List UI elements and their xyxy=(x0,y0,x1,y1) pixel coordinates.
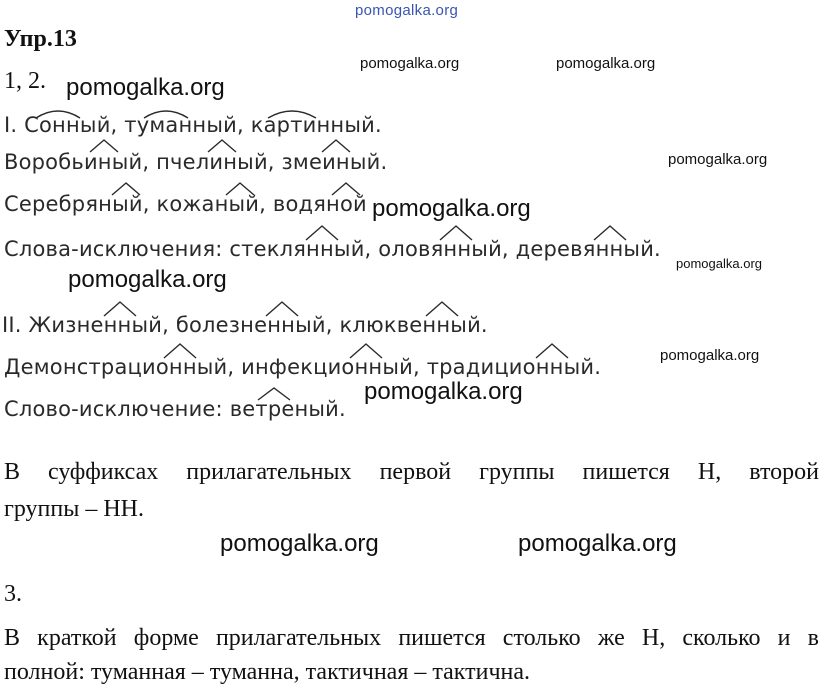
rule1-line2: группы – НН. xyxy=(4,496,145,522)
watermark: pomogalka.org xyxy=(518,530,677,557)
group1-line4: Слова-исключения: стеклянный, оловянный, деревянный. xyxy=(4,237,661,261)
watermark: pomogalka.org xyxy=(556,55,656,72)
group1-line2: Воробьиный, пчелиный, змеиный. xyxy=(4,150,388,174)
watermark: pomogalka.org xyxy=(360,55,460,72)
watermark: pomogalka.org xyxy=(668,151,768,168)
rule2-line2: полной: туманная – туманна, тактичная – тактична. xyxy=(4,659,531,685)
watermark: pomogalka.org xyxy=(660,347,760,364)
group2-line3: Слово-исключение: ветреный. xyxy=(4,397,346,421)
group2-line1: II. Жизненный, болезненный, клюквенный. xyxy=(2,313,488,337)
watermark: pomogalka.org xyxy=(364,378,523,405)
rule2-line1: В краткой форме прилагательных пишется столько же Н, сколько и в xyxy=(4,625,819,651)
rule1-line1: В суффиксах прилагательных первой группы пишется Н, второй xyxy=(4,459,819,485)
group1-line3: Серебряный, кожаный, водяной xyxy=(4,192,367,216)
group1-line1: I. Сонный, туманный, картинный. xyxy=(4,113,382,137)
task-number-3: 3. xyxy=(4,581,22,607)
watermark-top: pomogalka.org xyxy=(355,2,459,19)
watermark: pomogalka.org xyxy=(676,256,762,271)
watermark: pomogalka.org xyxy=(66,74,225,101)
task-number-1-2: 1, 2. xyxy=(4,68,46,94)
watermark: pomogalka.org xyxy=(220,530,379,557)
watermark: pomogalka.org xyxy=(372,195,531,222)
exercise-title: Упр.13 xyxy=(4,26,77,52)
group2-line2: Демонстрационный, инфекционный, традиционный. xyxy=(4,355,602,379)
watermark: pomogalka.org xyxy=(68,266,227,293)
